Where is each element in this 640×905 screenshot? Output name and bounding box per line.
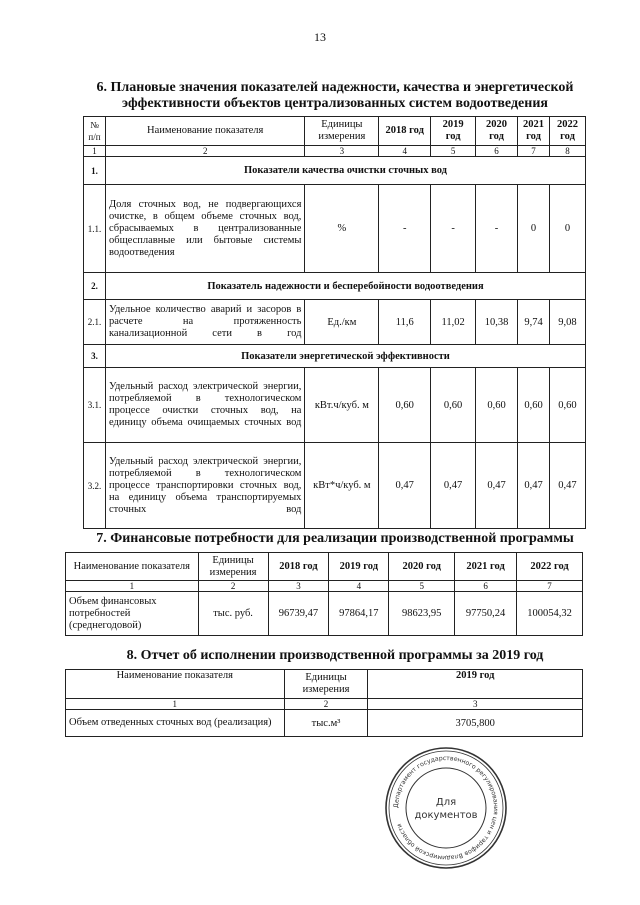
row-value: 10,38 — [476, 300, 518, 345]
col-number: 3 — [305, 146, 379, 157]
row-value: - — [431, 185, 476, 273]
row-value: 11,02 — [431, 300, 476, 345]
header-year: 2018 год — [268, 553, 329, 581]
row-value: 0,47 — [518, 443, 550, 529]
row-value: 0 — [518, 185, 550, 273]
section8-title: 8. Отчет об исполнении производственной программы за 2019 год — [126, 648, 544, 663]
row-value: 0,60 — [549, 368, 585, 443]
col-number: 2 — [105, 146, 304, 157]
section6-title: 6. Плановые значения показателей надежности, качества и энергетической эффективности объектов централизованных систем водоотведения — [96, 80, 574, 111]
row-value: 97750,24 — [455, 592, 517, 636]
row-value: 100054,32 — [517, 592, 583, 636]
column-number-row — [84, 146, 586, 157]
group-title: Показатель надежности и бесперебойности водоотведения — [105, 273, 585, 300]
col-number: 1 — [66, 581, 199, 592]
row-value: 9,08 — [549, 300, 585, 345]
group-title: Показатели качества очистки сточных вод — [105, 157, 585, 185]
row-name: Объем отведенных сточных вод (реализация) — [66, 710, 285, 737]
row-value: 3705,800 — [368, 710, 583, 737]
col-number: 5 — [431, 146, 476, 157]
col-number: 3 — [268, 581, 329, 592]
header-year: 2022 год — [517, 553, 583, 581]
col-number: 7 — [518, 146, 550, 157]
section7-title: 7. Финансовые потребности для реализации производственной программы — [96, 531, 574, 546]
header-year: 2022 год — [549, 117, 585, 146]
col-number: 2 — [198, 581, 268, 592]
header-unit: Единицы измерения — [305, 117, 379, 146]
row-value: 0 — [549, 185, 585, 273]
table-row — [84, 443, 586, 529]
row-unit: % — [305, 185, 379, 273]
row-num: 1.1. — [84, 185, 106, 273]
column-number-row — [66, 699, 583, 710]
page-number: 13 — [314, 30, 326, 44]
header-year: 2019 год — [329, 553, 389, 581]
header-unit: Единицы измерения — [198, 553, 268, 581]
row-unit: кВт.ч/куб. м — [305, 368, 379, 443]
table-row — [84, 368, 586, 443]
stamp-center-line1: Для — [435, 797, 457, 808]
row-num: 2.1. — [84, 300, 106, 345]
group-num: 3. — [84, 345, 106, 368]
col-number: 7 — [517, 581, 583, 592]
row-value: 11,6 — [379, 300, 431, 345]
row-name: Удельное количество аварий и засоров в расчете на протяженность канализационной сети в год — [105, 300, 304, 345]
stamp-ring-text: Департамент государственного регулирования цен и тарифов Владимирской области — [392, 754, 500, 862]
row-value: 9,74 — [518, 300, 550, 345]
header-year: 2020 год — [389, 553, 455, 581]
table-row — [84, 300, 586, 345]
table-row — [66, 592, 583, 636]
col-number: 1 — [84, 146, 106, 157]
row-name: Доля сточных вод, не подвергающихся очистке, в общем объеме сточных вод, сбрасываемых в централизованные общесплавные или бытовые системы водоотведения — [105, 185, 304, 273]
row-value: 0,47 — [549, 443, 585, 529]
row-value: 0,60 — [476, 368, 518, 443]
row-value: 0,60 — [379, 368, 431, 443]
col-number: 6 — [455, 581, 517, 592]
header-year: 2020 год — [476, 117, 518, 146]
col-number: 5 — [389, 581, 455, 592]
header-name: Наименование показателя — [66, 670, 285, 699]
col-number: 3 — [368, 699, 583, 710]
group-row — [84, 273, 586, 300]
col-number: 6 — [476, 146, 518, 157]
row-value: - — [379, 185, 431, 273]
group-row — [84, 345, 586, 368]
header-year: 2021 год — [455, 553, 517, 581]
section6-table — [83, 116, 586, 529]
row-value: 0,60 — [431, 368, 476, 443]
header-num: № п/п — [84, 117, 106, 146]
section8-table — [65, 669, 583, 737]
row-value: - — [476, 185, 518, 273]
header-unit: Единицы измерения — [284, 670, 368, 699]
group-num: 2. — [84, 273, 106, 300]
row-value: 98623,95 — [389, 592, 455, 636]
stamp-center-line2: документов — [414, 810, 478, 821]
row-value: 0,47 — [431, 443, 476, 529]
row-unit: тыс. руб. — [198, 592, 268, 636]
stamp — [383, 745, 509, 871]
header-name: Наименование показателя — [105, 117, 304, 146]
header-name: Наименование показателя — [66, 553, 199, 581]
row-unit: Ед./км — [305, 300, 379, 345]
row-value: 96739,47 — [268, 592, 329, 636]
row-name: Объем финансовых потребностей (среднегодовой) — [66, 592, 199, 636]
row-value: 0,60 — [518, 368, 550, 443]
header-year: 2019 год — [368, 670, 583, 699]
group-num: 1. — [84, 157, 106, 185]
col-number: 2 — [284, 699, 368, 710]
header-year: 2019 год — [431, 117, 476, 146]
header-year: 2021 год — [518, 117, 550, 146]
row-num: 3.1. — [84, 368, 106, 443]
table-row — [84, 185, 586, 273]
group-title: Показатели энергетической эффективности — [105, 345, 585, 368]
row-value: 0,47 — [476, 443, 518, 529]
row-unit: кВт*ч/куб. м — [305, 443, 379, 529]
table-row — [66, 710, 583, 737]
col-number: 4 — [379, 146, 431, 157]
row-unit: тыс.м³ — [284, 710, 368, 737]
col-number: 1 — [66, 699, 285, 710]
col-number: 4 — [329, 581, 389, 592]
section7-table — [65, 552, 583, 636]
column-number-row — [66, 581, 583, 592]
group-row — [84, 157, 586, 185]
row-value: 97864,17 — [329, 592, 389, 636]
row-name: Удельный расход электрической энергии, потребляемой в технологическом процессе очистки сточных вод, на единицу объема очищаемых сточных вод — [105, 368, 304, 443]
row-num: 3.2. — [84, 443, 106, 529]
row-value: 0,47 — [379, 443, 431, 529]
row-name: Удельный расход электрической энергии, потребляемой в технологическом процессе транспортировки сточных вод, на единицу объема транспортируемых сточных вод — [105, 443, 304, 529]
col-number: 8 — [549, 146, 585, 157]
header-year: 2018 год — [379, 117, 431, 146]
